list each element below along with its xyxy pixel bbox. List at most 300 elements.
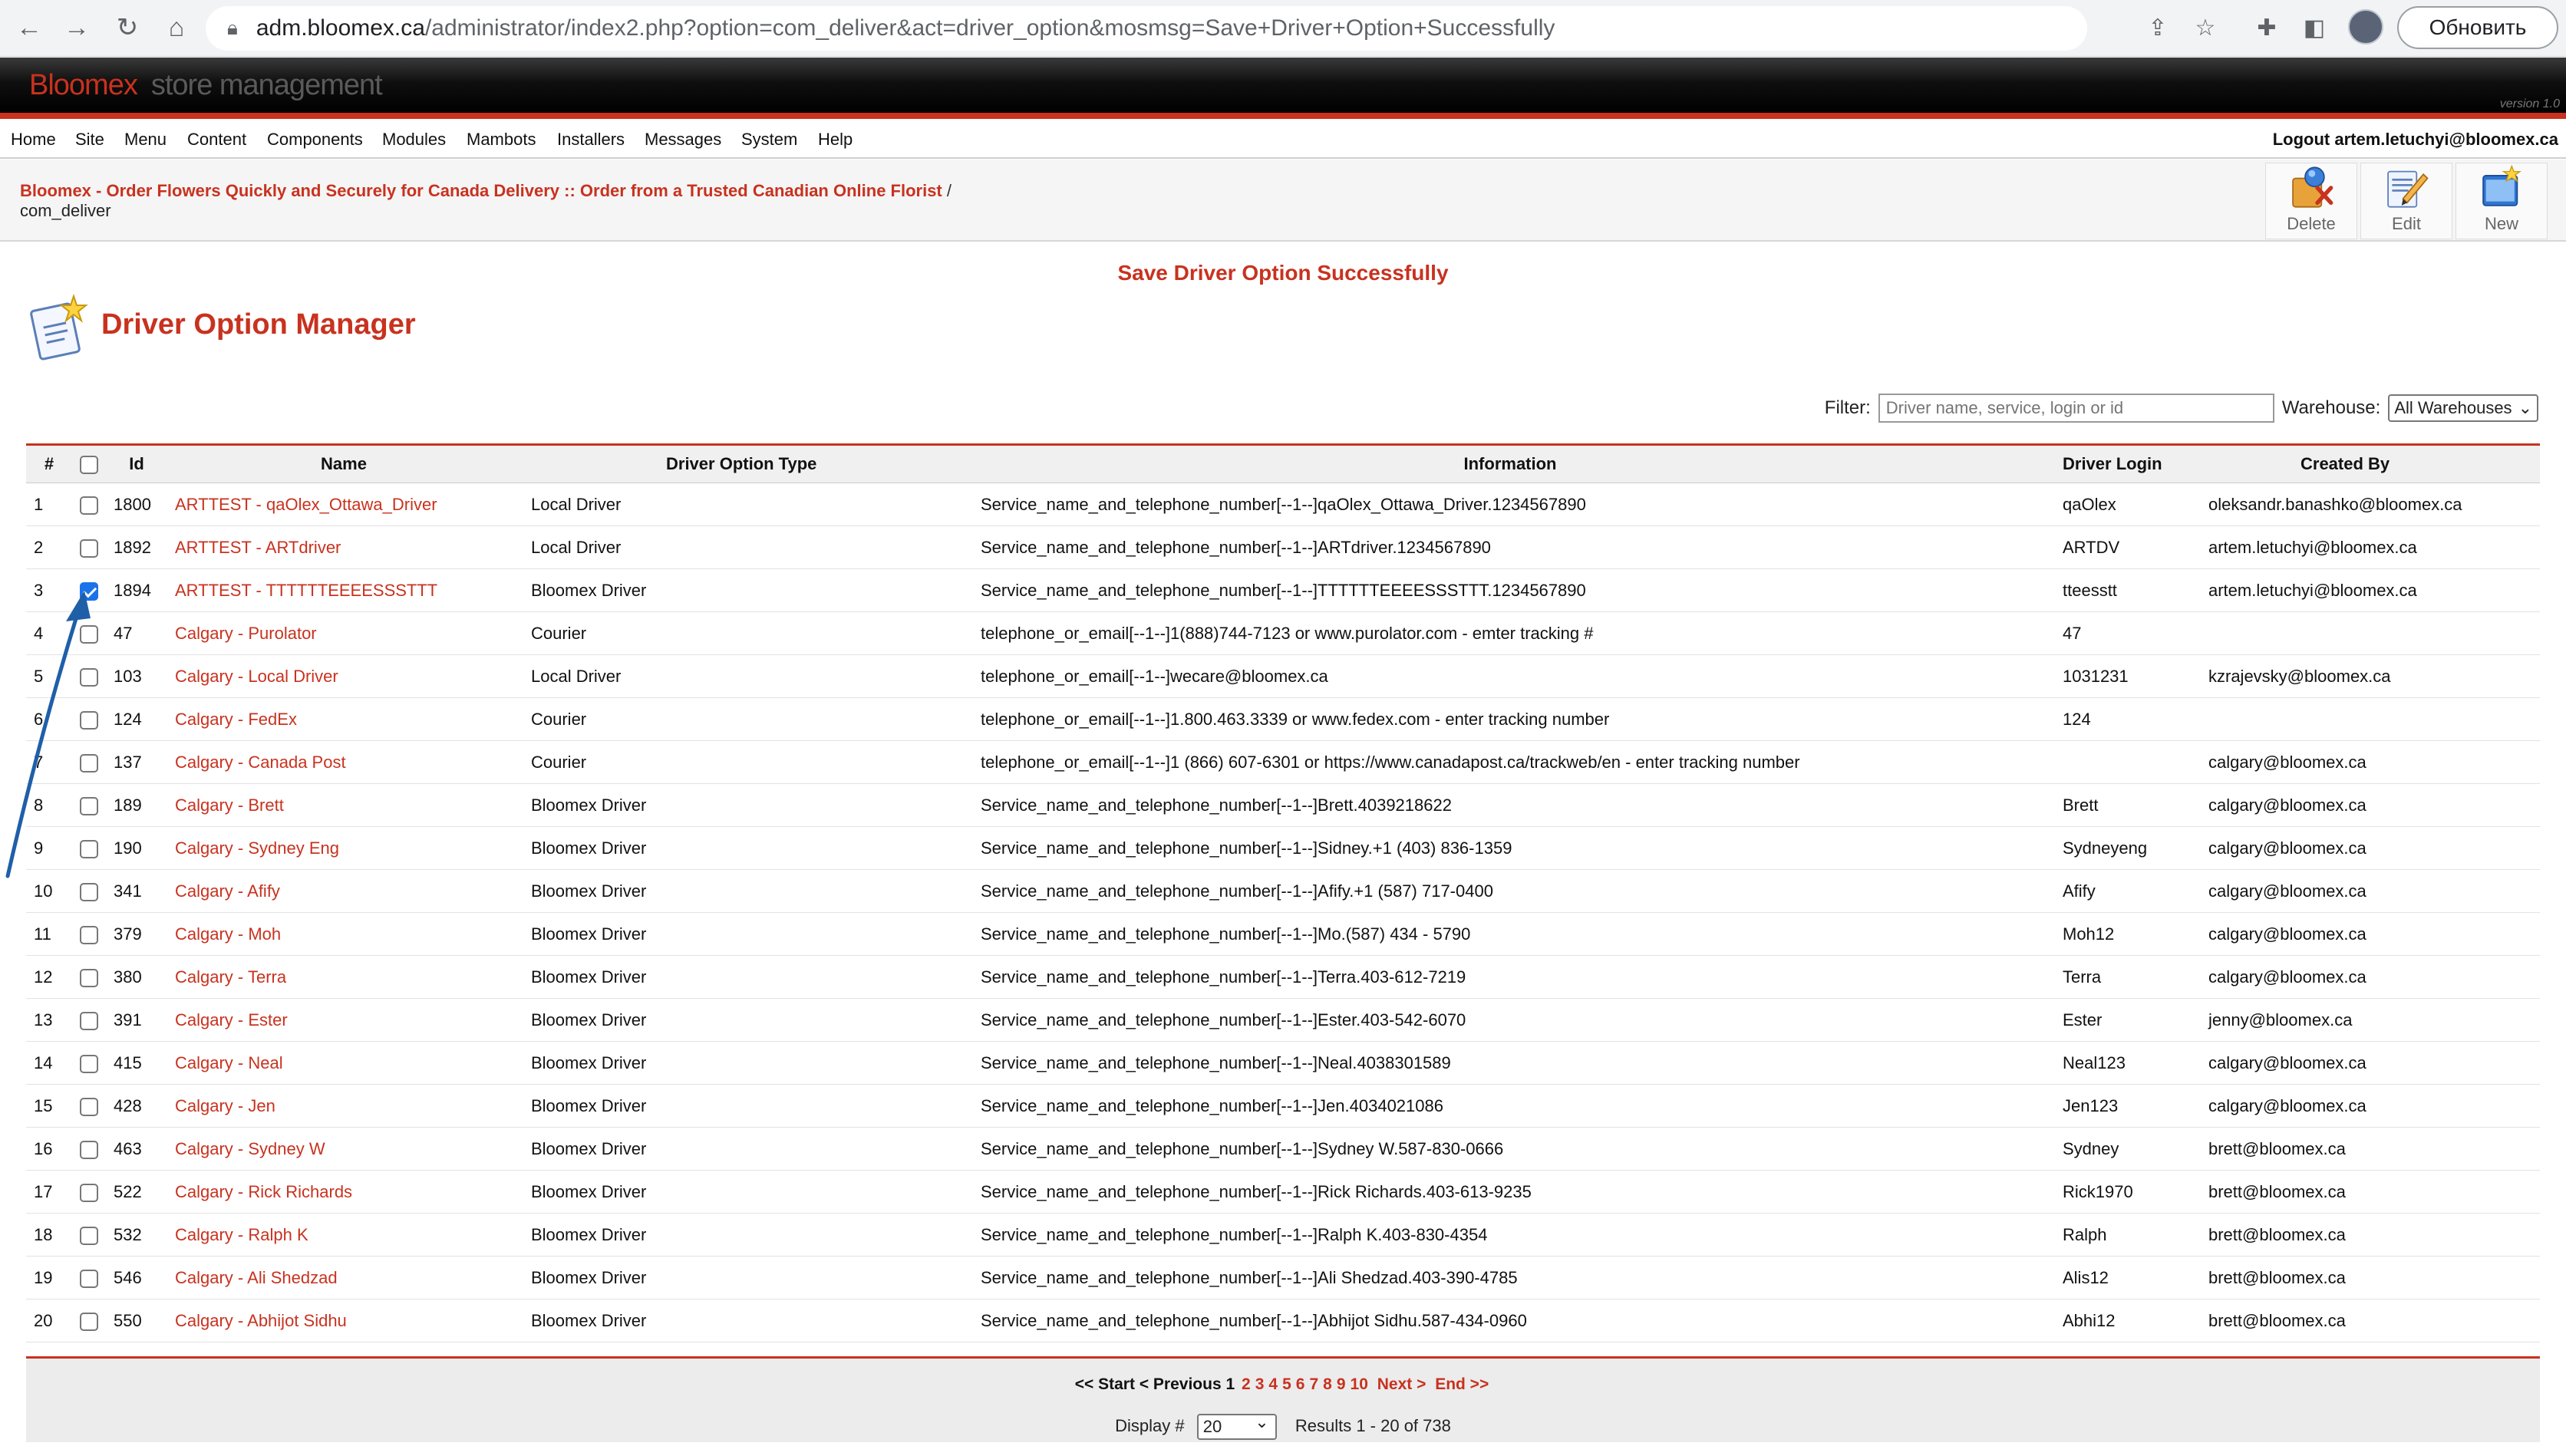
menu-system[interactable]: System xyxy=(741,130,798,149)
row-created-by: calgary@bloomex.ca xyxy=(2208,881,2366,901)
row-driver-login-cell xyxy=(2047,1300,2193,1342)
pagination-next[interactable]: Next > xyxy=(1377,1375,1426,1393)
table-row[interactable] xyxy=(26,913,2540,956)
row-created-by: calgary@bloomex.ca xyxy=(2208,1095,2366,1115)
driver-name-link[interactable]: Calgary - Brett xyxy=(175,795,284,815)
warehouse-value: All Warehouses xyxy=(2394,398,2512,417)
row-checkbox-cell xyxy=(72,1128,106,1171)
row-information-cell xyxy=(973,612,2047,655)
menu-help[interactable]: Help xyxy=(818,130,853,149)
row-created-by-cell xyxy=(2193,741,2540,784)
row-checkbox[interactable] xyxy=(80,797,98,815)
row-number-cell xyxy=(26,569,72,612)
row-number: 4 xyxy=(34,623,44,643)
row-information: Service_name_and_telephone_number[--1--]Rick Richards.403-613-9235 xyxy=(981,1181,1532,1201)
pagination-page[interactable]: 9 xyxy=(1336,1375,1346,1393)
driver-name-link[interactable]: Calgary - Purolator xyxy=(175,623,317,643)
pagination-start[interactable]: << Start xyxy=(1074,1375,1135,1393)
row-number: 9 xyxy=(34,838,44,858)
table-row[interactable] xyxy=(26,1257,2540,1300)
row-information-cell xyxy=(973,1171,2047,1214)
row-created-by-cell xyxy=(2193,870,2540,913)
row-driver-login-cell xyxy=(2047,999,2193,1042)
row-type-cell xyxy=(520,1085,973,1128)
row-name-cell xyxy=(167,956,520,999)
driver-name-link[interactable]: Calgary - Sydney Eng xyxy=(175,838,339,858)
row-checkbox[interactable] xyxy=(80,668,98,687)
table-row[interactable] xyxy=(26,1300,2540,1342)
breadcrumb-site-link[interactable]: Bloomex - Order Flowers Quickly and Securely for Canada Delivery :: Order from a Trusted Canadian Online Florist xyxy=(20,181,942,200)
row-driver-login-cell xyxy=(2047,741,2193,784)
row-type: Bloomex Driver xyxy=(531,967,647,987)
row-driver-login: Jen123 xyxy=(2063,1095,2119,1115)
pagination-page[interactable]: 3 xyxy=(1255,1375,1265,1393)
row-type-cell xyxy=(520,1171,973,1214)
row-driver-login-cell xyxy=(2047,698,2193,741)
row-information-cell xyxy=(973,784,2047,827)
driver-name-link[interactable]: Calgary - Sydney W xyxy=(175,1138,325,1158)
row-created-by: jenny@bloomex.ca xyxy=(2208,1010,2353,1029)
row-checkbox-cell xyxy=(72,956,106,999)
edit-icon xyxy=(2380,163,2433,211)
row-created-by: artem.letuchyi@bloomex.ca xyxy=(2208,537,2417,557)
row-name-cell xyxy=(167,483,520,526)
row-number: 12 xyxy=(34,967,53,987)
menu-site[interactable]: Site xyxy=(75,130,104,149)
row-id: 415 xyxy=(114,1052,142,1072)
row-checkbox-cell xyxy=(72,698,106,741)
row-created-by: brett@bloomex.ca xyxy=(2208,1138,2346,1158)
table-row[interactable] xyxy=(26,784,2540,827)
reload-icon[interactable]: ↻ xyxy=(116,13,139,42)
row-id: 379 xyxy=(114,924,142,944)
column-header-created-by[interactable]: Created By xyxy=(2193,445,2540,483)
row-created-by: calgary@bloomex.ca xyxy=(2208,1052,2366,1072)
row-information: Service_name_and_telephone_number[--1--]Sydney W.587-830-0666 xyxy=(981,1138,1504,1158)
driver-name-link[interactable]: Calgary - Ali Shedzad xyxy=(175,1267,338,1287)
row-name-cell xyxy=(167,1171,520,1214)
row-driver-login-cell xyxy=(2047,784,2193,827)
row-type-cell xyxy=(520,1128,973,1171)
row-type: Courier xyxy=(531,709,587,729)
row-type: Bloomex Driver xyxy=(531,580,647,600)
warehouse-select[interactable] xyxy=(2388,394,2538,422)
row-checkbox-cell xyxy=(72,870,106,913)
url-path: /administrator/index2.php?option=com_deliver&act=driver_option&mosmsg=Save+Driver+Option+Successfully xyxy=(424,15,1555,41)
row-driver-login: Brett xyxy=(2063,795,2099,815)
row-id: 428 xyxy=(114,1095,142,1115)
column-header-driver-login[interactable]: Driver Login xyxy=(2047,445,2193,483)
row-information-cell xyxy=(973,1085,2047,1128)
row-number: 10 xyxy=(34,881,53,901)
row-id: 47 xyxy=(114,623,133,643)
filter-input[interactable] xyxy=(1878,394,2274,423)
row-information: Service_name_and_telephone_number[--1--]Ali Shedzad.403-390-4785 xyxy=(981,1267,1518,1287)
row-driver-login-cell xyxy=(2047,1214,2193,1257)
row-checkbox[interactable] xyxy=(80,1227,98,1245)
row-type-cell xyxy=(520,612,973,655)
row-type: Bloomex Driver xyxy=(531,924,647,944)
row-information-cell xyxy=(973,1042,2047,1085)
row-number-cell xyxy=(26,741,72,784)
row-checkbox[interactable] xyxy=(80,1098,98,1116)
table-row[interactable] xyxy=(26,741,2540,784)
row-number: 5 xyxy=(34,666,44,686)
row-type: Bloomex Driver xyxy=(531,1181,647,1201)
row-driver-login: Abhi12 xyxy=(2063,1310,2116,1330)
row-created-by-cell xyxy=(2193,1214,2540,1257)
table-row[interactable] xyxy=(26,827,2540,870)
row-number-cell xyxy=(26,1128,72,1171)
row-type-cell xyxy=(520,1214,973,1257)
row-information: telephone_or_email[--1--]wecare@bloomex.ca xyxy=(981,666,1328,686)
column-header-id[interactable]: Id xyxy=(106,445,167,483)
row-number: 20 xyxy=(34,1310,53,1330)
row-driver-login-cell xyxy=(2047,1128,2193,1171)
driver-name-link[interactable]: Calgary - Neal xyxy=(175,1052,283,1072)
row-id-cell xyxy=(106,1300,167,1342)
row-id-cell xyxy=(106,569,167,612)
driver-name-link[interactable]: Calgary - Rick Richards xyxy=(175,1181,353,1201)
row-type-cell xyxy=(520,870,973,913)
row-id-cell xyxy=(106,612,167,655)
row-id-cell xyxy=(106,827,167,870)
brand-subtitle: store management xyxy=(150,69,382,101)
row-name-cell xyxy=(167,827,520,870)
row-created-by-cell xyxy=(2193,1257,2540,1300)
new-label: New xyxy=(2484,214,2518,233)
pagination-page[interactable]: 6 xyxy=(1295,1375,1305,1393)
row-created-by-cell xyxy=(2193,1300,2540,1342)
brand-logo xyxy=(29,69,382,102)
row-name-cell xyxy=(167,569,520,612)
row-checkbox[interactable] xyxy=(80,711,98,730)
pagination-page[interactable]: 8 xyxy=(1323,1375,1332,1393)
row-checkbox[interactable] xyxy=(80,840,98,858)
row-checkbox[interactable] xyxy=(80,883,98,901)
row-checkbox[interactable] xyxy=(80,582,98,601)
share-icon[interactable]: ⇪ xyxy=(2148,15,2168,41)
row-checkbox[interactable] xyxy=(80,539,98,558)
row-checkbox[interactable] xyxy=(80,1055,98,1073)
menu-content[interactable]: Content xyxy=(187,130,247,149)
home-icon[interactable]: ⌂ xyxy=(168,12,185,42)
row-type: Bloomex Driver xyxy=(531,1095,647,1115)
row-name-cell xyxy=(167,784,520,827)
pagination-page[interactable]: 5 xyxy=(1282,1375,1291,1393)
bookmark-star-icon[interactable]: ☆ xyxy=(2195,15,2216,41)
row-information-cell xyxy=(973,741,2047,784)
row-checkbox[interactable] xyxy=(80,1270,98,1288)
row-type: Local Driver xyxy=(531,666,622,686)
delete-label: Delete xyxy=(2287,214,2336,233)
row-number-cell xyxy=(26,698,72,741)
breadcrumb xyxy=(20,181,952,201)
row-id-cell xyxy=(106,1128,167,1171)
row-type: Bloomex Driver xyxy=(531,1224,647,1244)
row-created-by: oleksandr.banashko@bloomex.ca xyxy=(2208,494,2462,514)
row-created-by: brett@bloomex.ca xyxy=(2208,1181,2346,1201)
row-checkbox[interactable] xyxy=(80,1184,98,1202)
row-id-cell xyxy=(106,526,167,569)
column-header-information[interactable]: Information xyxy=(973,445,2047,483)
forward-arrow-icon[interactable]: → xyxy=(64,12,90,42)
driver-name-link[interactable]: ARTTEST - ARTdriver xyxy=(175,537,341,557)
row-information-cell xyxy=(973,1214,2047,1257)
row-number-cell xyxy=(26,526,72,569)
row-checkbox[interactable] xyxy=(80,1141,98,1159)
row-id: 137 xyxy=(114,752,142,772)
display-count-select[interactable]: 20 ⌄ xyxy=(1197,1414,1277,1440)
pagination-current-page: 1 xyxy=(1225,1375,1235,1393)
row-number: 16 xyxy=(34,1138,53,1158)
row-created-by-cell xyxy=(2193,827,2540,870)
driver-name-link[interactable]: Calgary - Terra xyxy=(175,967,287,987)
row-information: Service_name_and_telephone_number[--1--]Terra.403-612-7219 xyxy=(981,967,1466,987)
row-number-cell xyxy=(26,612,72,655)
row-created-by-cell xyxy=(2193,526,2540,569)
row-information-cell xyxy=(973,698,2047,741)
table-row[interactable] xyxy=(26,1042,2540,1085)
row-name-cell xyxy=(167,1085,520,1128)
row-checkbox[interactable] xyxy=(80,496,98,515)
menu-mambots[interactable]: Mambots xyxy=(467,130,536,149)
menu-messages[interactable]: Messages xyxy=(645,130,722,149)
row-number: 3 xyxy=(34,580,44,600)
row-information: telephone_or_email[--1--]1(888)744-7123 or www.purolator.com - emter tracking # xyxy=(981,623,1594,643)
row-id-cell xyxy=(106,784,167,827)
edit-label: Edit xyxy=(2392,214,2421,233)
row-information-cell xyxy=(973,483,2047,526)
warehouse-label: Warehouse: xyxy=(2281,397,2381,418)
table-row[interactable] xyxy=(26,1128,2540,1171)
driver-name-link[interactable]: ARTTEST - qaOlex_Ottawa_Driver xyxy=(175,494,437,514)
table-row[interactable] xyxy=(26,698,2540,741)
driver-name-link[interactable]: Calgary - Afify xyxy=(175,881,280,901)
table-row[interactable] xyxy=(26,1085,2540,1128)
row-type-cell xyxy=(520,483,973,526)
update-button[interactable]: Обновить xyxy=(2397,6,2558,49)
delete-icon xyxy=(2284,163,2338,211)
row-id: 463 xyxy=(114,1138,142,1158)
row-created-by: calgary@bloomex.ca xyxy=(2208,795,2366,815)
driver-name-link[interactable]: Calgary - Ralph K xyxy=(175,1224,308,1244)
row-information: Service_name_and_telephone_number[--1--]ARTdriver.1234567890 xyxy=(981,537,1491,557)
row-number-cell xyxy=(26,1042,72,1085)
row-id: 1892 xyxy=(114,537,151,557)
row-created-by: brett@bloomex.ca xyxy=(2208,1224,2346,1244)
row-information: Service_name_and_telephone_number[--1--]Abhijot Sidhu.587-434-0960 xyxy=(981,1310,1527,1330)
row-checkbox[interactable] xyxy=(80,1012,98,1030)
table-row[interactable] xyxy=(26,569,2540,612)
row-driver-login: 47 xyxy=(2063,623,2082,643)
table-row[interactable] xyxy=(26,1214,2540,1257)
row-driver-login: Ralph xyxy=(2063,1224,2107,1244)
row-driver-login-cell xyxy=(2047,1171,2193,1214)
pagination-page[interactable]: 10 xyxy=(1350,1375,1368,1393)
row-information-cell xyxy=(973,827,2047,870)
driver-name-link[interactable]: Calgary - Abhijot Sidhu xyxy=(175,1310,347,1330)
row-checkbox-cell xyxy=(72,1300,106,1342)
menu-components[interactable]: Components xyxy=(267,130,363,149)
pagination-end[interactable]: End >> xyxy=(1435,1375,1489,1393)
column-header-type[interactable]: Driver Option Type xyxy=(520,445,973,483)
row-name-cell xyxy=(167,913,520,956)
driver-name-link[interactable]: Calgary - FedEx xyxy=(175,709,297,729)
driver-name-link[interactable]: Calgary - Moh xyxy=(175,924,282,944)
row-id: 522 xyxy=(114,1181,142,1201)
driver-name-link[interactable]: ARTTEST - TTTTTTEEEESSSTTT xyxy=(175,580,438,600)
row-type: Bloomex Driver xyxy=(531,838,647,858)
table-row[interactable] xyxy=(26,956,2540,999)
row-information: Service_name_and_telephone_number[--1--]Ralph K.403-830-4354 xyxy=(981,1224,1488,1244)
row-name-cell xyxy=(167,698,520,741)
row-type-cell xyxy=(520,956,973,999)
table-row[interactable] xyxy=(26,655,2540,698)
new-button[interactable] xyxy=(2456,163,2548,239)
row-number-cell xyxy=(26,1171,72,1214)
breadcrumb-separator: / xyxy=(946,181,952,200)
main-menu xyxy=(0,119,2566,159)
row-id: 190 xyxy=(114,838,142,858)
table-row[interactable] xyxy=(26,526,2540,569)
row-number-cell xyxy=(26,1300,72,1342)
pathway-bar xyxy=(0,160,2566,242)
profile-avatar[interactable] xyxy=(2348,9,2383,44)
pagination-page[interactable]: 4 xyxy=(1268,1375,1278,1393)
driver-name-link[interactable]: Calgary - Canada Post xyxy=(175,752,346,772)
row-created-by-cell xyxy=(2193,1171,2540,1214)
menu-menu[interactable]: Menu xyxy=(124,130,167,149)
pagination-previous[interactable]: < Previous xyxy=(1139,1375,1222,1393)
driver-name-link[interactable]: Calgary - Jen xyxy=(175,1095,275,1115)
success-message: Save Driver Option Successfully xyxy=(1117,261,1449,285)
row-number: 15 xyxy=(34,1095,53,1115)
row-driver-login-cell xyxy=(2047,1257,2193,1300)
row-driver-login: 124 xyxy=(2063,709,2091,729)
driver-name-link[interactable]: Calgary - Local Driver xyxy=(175,666,338,686)
row-id-cell xyxy=(106,655,167,698)
side-panel-icon[interactable]: ◧ xyxy=(2303,15,2326,41)
select-all-checkbox[interactable] xyxy=(80,456,98,474)
row-id-cell xyxy=(106,956,167,999)
row-number: 18 xyxy=(34,1224,53,1244)
table-row[interactable] xyxy=(26,612,2540,655)
row-checkbox[interactable] xyxy=(80,754,98,772)
table-row[interactable] xyxy=(26,1171,2540,1214)
row-type: Bloomex Driver xyxy=(531,1267,647,1287)
row-checkbox[interactable] xyxy=(80,625,98,644)
menu-installers[interactable]: Installers xyxy=(557,130,625,149)
logout-link[interactable]: Logout artem.letuchyi@bloomex.ca xyxy=(2272,130,2558,149)
row-type-cell xyxy=(520,1042,973,1085)
row-checkbox-cell xyxy=(72,784,106,827)
row-driver-login: Sydneyeng xyxy=(2063,838,2148,858)
row-name-cell xyxy=(167,1300,520,1342)
menu-modules[interactable]: Modules xyxy=(382,130,447,149)
brand-name: Bloomex xyxy=(29,69,137,101)
extensions-icon[interactable]: ✚ xyxy=(2257,15,2277,41)
pagination-page[interactable]: 2 xyxy=(1242,1375,1251,1393)
row-checkbox-cell xyxy=(72,827,106,870)
row-number-cell xyxy=(26,999,72,1042)
row-type-cell xyxy=(520,1300,973,1342)
row-created-by: brett@bloomex.ca xyxy=(2208,1267,2346,1287)
row-id-cell xyxy=(106,870,167,913)
row-id-cell xyxy=(106,913,167,956)
row-number: 17 xyxy=(34,1181,53,1201)
new-icon xyxy=(2475,163,2528,211)
row-name-cell xyxy=(167,870,520,913)
row-created-by: calgary@bloomex.ca xyxy=(2208,967,2366,987)
row-checkbox[interactable] xyxy=(80,926,98,944)
row-id: 550 xyxy=(114,1310,142,1330)
driver-options-table xyxy=(26,443,2540,1342)
row-checkbox[interactable] xyxy=(80,1313,98,1331)
row-checkbox-cell xyxy=(72,483,106,526)
row-information-cell xyxy=(973,1257,2047,1300)
column-header-name[interactable]: Name xyxy=(167,445,520,483)
edit-button[interactable] xyxy=(2360,163,2452,239)
row-created-by-cell xyxy=(2193,1085,2540,1128)
row-driver-login-cell xyxy=(2047,870,2193,913)
row-driver-login-cell xyxy=(2047,569,2193,612)
row-type: Courier xyxy=(531,752,587,772)
row-type-cell xyxy=(520,827,973,870)
row-checkbox-cell xyxy=(72,655,106,698)
row-information-cell xyxy=(973,526,2047,569)
table-row[interactable] xyxy=(26,870,2540,913)
row-id-cell xyxy=(106,1214,167,1257)
address-bar[interactable] xyxy=(206,6,2087,51)
row-type: Local Driver xyxy=(531,537,622,557)
row-number-cell xyxy=(26,913,72,956)
delete-button[interactable] xyxy=(2265,163,2357,239)
row-created-by: calgary@bloomex.ca xyxy=(2208,838,2366,858)
row-number-cell xyxy=(26,956,72,999)
row-created-by: calgary@bloomex.ca xyxy=(2208,752,2366,772)
row-checkbox[interactable] xyxy=(80,969,98,987)
row-id-cell xyxy=(106,483,167,526)
menu-home[interactable]: Home xyxy=(11,130,56,149)
lock-icon: 🔒︎ xyxy=(227,16,238,39)
row-checkbox-cell xyxy=(72,913,106,956)
row-type-cell xyxy=(520,526,973,569)
row-id-cell xyxy=(106,1171,167,1214)
row-created-by-cell xyxy=(2193,999,2540,1042)
row-checkbox-cell xyxy=(72,612,106,655)
filter-label: Filter: xyxy=(1824,397,1871,418)
row-name-cell xyxy=(167,1128,520,1171)
row-type: Bloomex Driver xyxy=(531,1310,647,1330)
pagination-page[interactable]: 7 xyxy=(1309,1375,1319,1393)
chevron-down-icon: ⌄ xyxy=(2518,398,2532,417)
back-arrow-icon[interactable]: ← xyxy=(16,12,42,42)
table-row[interactable] xyxy=(26,483,2540,526)
row-id: 103 xyxy=(114,666,142,686)
row-id: 189 xyxy=(114,795,142,815)
driver-name-link[interactable]: Calgary - Ester xyxy=(175,1010,288,1029)
row-id-cell xyxy=(106,1085,167,1128)
row-id: 546 xyxy=(114,1267,142,1287)
row-created-by: artem.letuchyi@bloomex.ca xyxy=(2208,580,2417,600)
row-information-cell xyxy=(973,1300,2047,1342)
table-row[interactable] xyxy=(26,999,2540,1042)
row-id-cell xyxy=(106,999,167,1042)
row-number: 7 xyxy=(34,752,44,772)
row-information-cell xyxy=(973,956,2047,999)
row-checkbox-cell xyxy=(72,1214,106,1257)
